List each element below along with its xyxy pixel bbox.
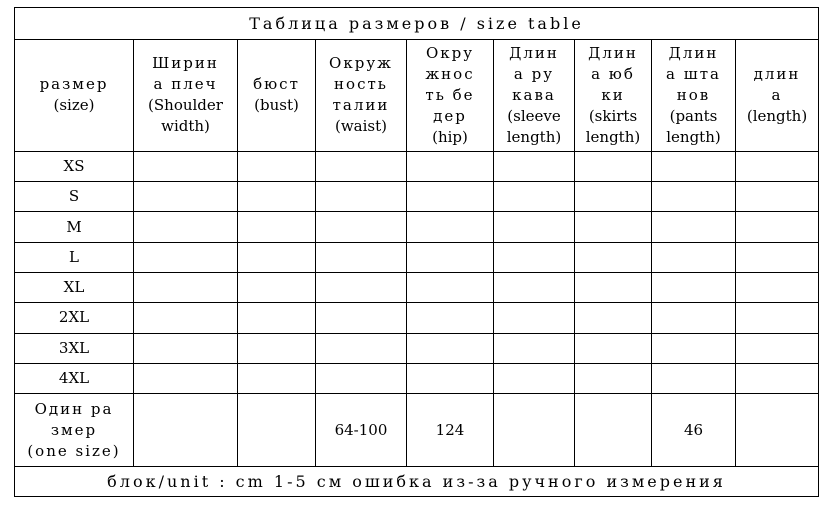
table-cell [407,273,494,303]
table-row [15,212,819,242]
table-cell [316,333,407,363]
header-en-label: (waist) [334,117,387,136]
table-cell [134,212,238,242]
one-size-value [736,394,819,467]
table-cell [238,212,316,242]
one-size-value: 64-100 [316,394,407,467]
size-label: S [15,182,134,212]
table-cell [134,303,238,333]
table-row [15,273,819,303]
table-cell [575,151,652,181]
table-cell [652,212,736,242]
table-cell [575,242,652,272]
header-ru-label: Длин а шта нов [666,43,721,104]
size-table-container [14,7,818,497]
table-cell [407,212,494,242]
header-cell [575,39,652,151]
table-row [15,303,819,333]
table-cell [238,242,316,272]
table-cell [652,363,736,393]
table-cell [736,151,819,181]
table-cell [652,333,736,363]
size-label: M [15,212,134,242]
table-cell [494,303,575,333]
header-en-label: (length) [746,106,808,125]
table-cell [238,363,316,393]
table-cell [407,333,494,363]
header-ru-label: Окруж ность талии [329,54,393,115]
table-row [15,182,819,212]
header-row [15,39,819,151]
table-cell [238,303,316,333]
header-cell [316,39,407,151]
size-label: XL [15,273,134,303]
table-cell [575,303,652,333]
table-cell [736,273,819,303]
table-cell [494,212,575,242]
table-cell [575,273,652,303]
table-cell [134,151,238,181]
table-cell [316,212,407,242]
header-en-label: (skirts length) [585,106,641,146]
table-cell [575,363,652,393]
table-cell [238,151,316,181]
size-label: L [15,242,134,272]
table-cell [736,182,819,212]
header-ru-label: длин а [753,64,801,104]
table-cell [238,333,316,363]
header-en-label: (Shoulder width) [148,96,223,136]
header-ru-label: Длин а юб ки [588,43,638,104]
header-cell [134,39,238,151]
table-cell [238,182,316,212]
table-cell [316,303,407,333]
table-cell [134,333,238,363]
one-size-row [15,394,819,467]
table-cell [134,273,238,303]
size-label: XS [15,151,134,181]
table-cell [736,363,819,393]
header-cell [736,39,819,151]
table-cell [494,333,575,363]
header-cell [238,39,316,151]
header-ru-label: Длин а ру кава [509,43,559,104]
table-row [15,333,819,363]
one-size-value: 124 [407,394,494,467]
table-cell [736,212,819,242]
table-cell [494,182,575,212]
table-cell [407,151,494,181]
one-size-value: 46 [652,394,736,467]
table-cell [494,273,575,303]
table-cell [736,333,819,363]
header-en-label: (pants length) [666,106,721,146]
header-ru-label: Ширин а плеч [152,54,219,94]
table-cell [494,242,575,272]
size-label: 3XL [15,333,134,363]
one-size-value [134,394,238,467]
header-cell [407,39,494,151]
header-cell [652,39,736,151]
table-cell [575,212,652,242]
header-en-label: (sleeve length) [506,106,562,146]
table-cell [736,242,819,272]
table-cell [238,273,316,303]
table-cell [652,242,736,272]
table-cell [134,242,238,272]
header-ru-label: Окру жнос ть бе дер [425,43,475,125]
table-title: Таблица размеров / size table [15,8,819,40]
table-row [15,363,819,393]
one-size-value [494,394,575,467]
header-ru-label: бюст [253,75,300,94]
table-footer: блок/unit : cm 1-5 см ошибка из-за ручного измерения [15,467,819,497]
header-cell [15,39,134,151]
header-cell [494,39,575,151]
table-cell [316,242,407,272]
table-cell [316,363,407,393]
table-cell [494,151,575,181]
table-cell [652,273,736,303]
table-cell [316,151,407,181]
table-cell [134,363,238,393]
table-cell [134,182,238,212]
table-cell [494,363,575,393]
header-en-label: (size) [53,96,95,115]
table-cell [575,182,652,212]
table-cell [407,182,494,212]
size-table [14,7,819,497]
table-row [15,151,819,181]
header-ru-label: размер [39,75,109,94]
one-size-value [238,394,316,467]
size-label: 4XL [15,363,134,393]
table-cell [407,363,494,393]
one-size-value [575,394,652,467]
table-cell [575,333,652,363]
table-cell [652,303,736,333]
header-en-label: (bust) [254,96,299,115]
table-cell [736,303,819,333]
size-label: 2XL [15,303,134,333]
table-cell [316,182,407,212]
header-en-label: (hip) [432,127,468,146]
table-cell [652,151,736,181]
table-cell [407,303,494,333]
table-cell [407,242,494,272]
table-cell [316,273,407,303]
one-size-label: Один ра змер (one size) [15,394,134,467]
table-cell [652,182,736,212]
table-row [15,242,819,272]
